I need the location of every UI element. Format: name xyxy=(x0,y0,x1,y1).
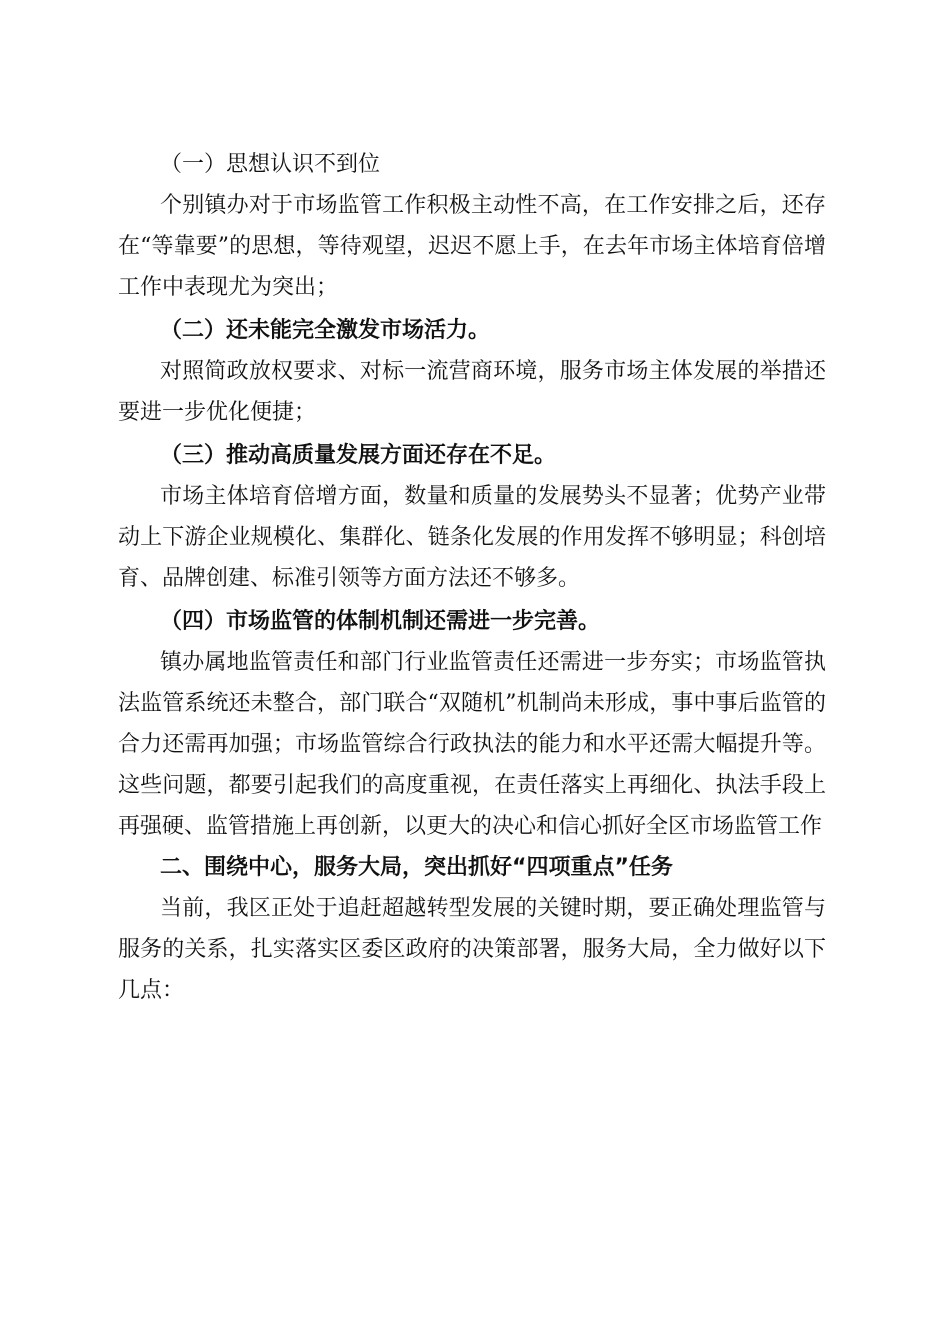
section-heading-2: （二）还未能完全激发市场活力。 xyxy=(160,317,491,343)
section-heading-1: （一）思想认识不到位 xyxy=(160,152,381,177)
paragraph-1: 个别镇办对于市场监管工作积极主动性不高，在工作安排之后，还存在“等靠要”的思想，等待观望，迟迟不愿上手，在去年市场主体培育倍增工作中表现尤为突出； xyxy=(118,193,826,300)
section-heading-4: （四）市场监管的体制机制还需进一步完善。 xyxy=(160,608,601,634)
paragraph-5: 当前，我区正处于追赶超越转型发展的关键时期，要正确处理监管与服务的关系，扎实落实区委区政府的决策部署，服务大局，全力做好以下几点： xyxy=(118,896,826,1003)
section-heading-3: （三）推动高质量发展方面还存在不足。 xyxy=(160,442,557,468)
document-body xyxy=(118,142,826,1011)
paragraph-4: 镇办属地监管责任和部门行业监管责任还需进一步夯实；市场监管执法监管系统还未整合，部门联合“双随机”机制尚未形成，事中事后监管的合力还需再加强；市场监管综合行政执法的能力和水平还需大幅提升等。这些问题，都要引起我们的高度重视，在责任落实上再细化、执法手段上再强硬、监管措施上再创新，以更大的决心和信心抓好全区市场监管工作 xyxy=(118,650,826,839)
chapter-heading-2: 二、围绕中心，服务大局，突出抓好“四项重点”任务 xyxy=(160,855,673,880)
paragraph-3: 市场主体培育倍增方面，数量和质量的发展势头不显著；优势产业带动上下游企业规模化、集群化、链条化发展的作用发挥不够明显；科创培育、品牌创建、标准引领等方面方法还不够多。 xyxy=(118,484,826,591)
paragraph-2: 对照简政放权要求、对标一流营商环境，服务市场主体发展的举措还要进一步优化便捷； xyxy=(118,359,826,425)
